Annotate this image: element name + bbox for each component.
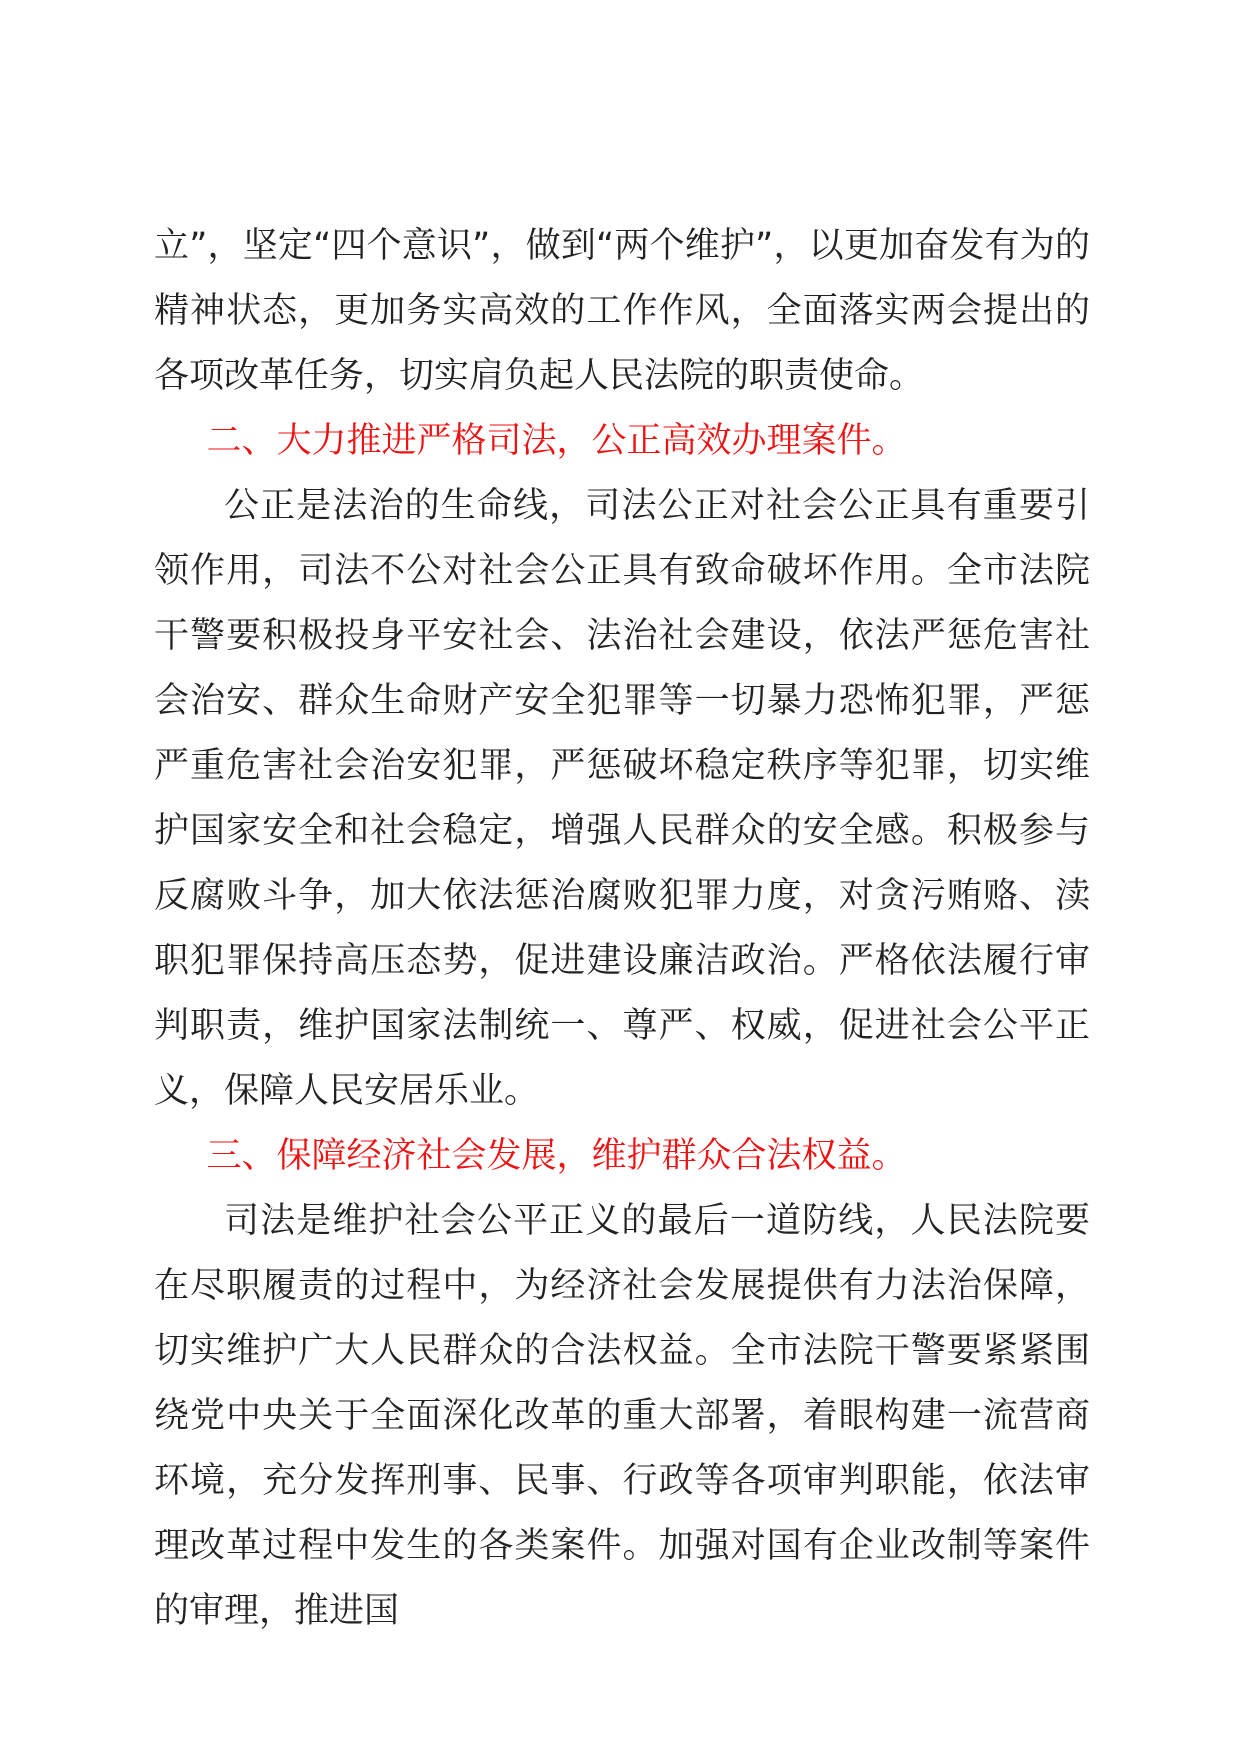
paragraph-continuation: 立”，坚定“四个意识”，做到“两个维护”，以更加奋发有为的精神状态，更加务实高效的工作作风，全面落实两会提出的各项改革任务，切实肩负起人民法院的职责使命。 <box>154 226 1090 396</box>
document-body <box>154 214 1090 1644</box>
paragraph-section-3: 司法是维护社会公平正义的最后一道防线，人民法院要在尽职履责的过程中，为经济社会发展提供有力法治保障，切实维护广大人民群众的合法权益。全市法院干警要紧紧围绕党中央关于全面深化改革的重大部署，着眼构建一流营商环境，充分发挥刑事、民事、行政等各项审判职能，依法审理改革过程中发生的各类案件。加强对国有企业改制等案件的审理，推进国 <box>154 1201 1090 1631</box>
paragraph-section-2: 公正是法治的生命线，司法公正对社会公正具有重要引领作用，司法不公对社会公正具有致命破坏作用。全市法院干警要积极投身平安社会、法治社会建设，依法严惩危害社会治安、群众生命财产安全犯罪等一切暴力恐怖犯罪，严惩严重危害社会治安犯罪，严惩破坏稳定秩序等犯罪，切实维护国家安全和社会稳定，增强人民群众的安全感。积极参与反腐败斗争，加大依法惩治腐败犯罪力度，对贪污贿赂、渎职犯罪保持高压态势，促进建设廉洁政治。严格依法履行审判职责，维护国家法制统一、尊严、权威，促进社会公平正义，保障人民安居乐业。 <box>154 486 1090 1111</box>
section-heading-2: 二、大力推进严格司法，公正高效办理案件。 <box>206 421 907 461</box>
section-heading-3: 三、保障经济社会发展，维护群众合法权益。 <box>206 1136 907 1176</box>
